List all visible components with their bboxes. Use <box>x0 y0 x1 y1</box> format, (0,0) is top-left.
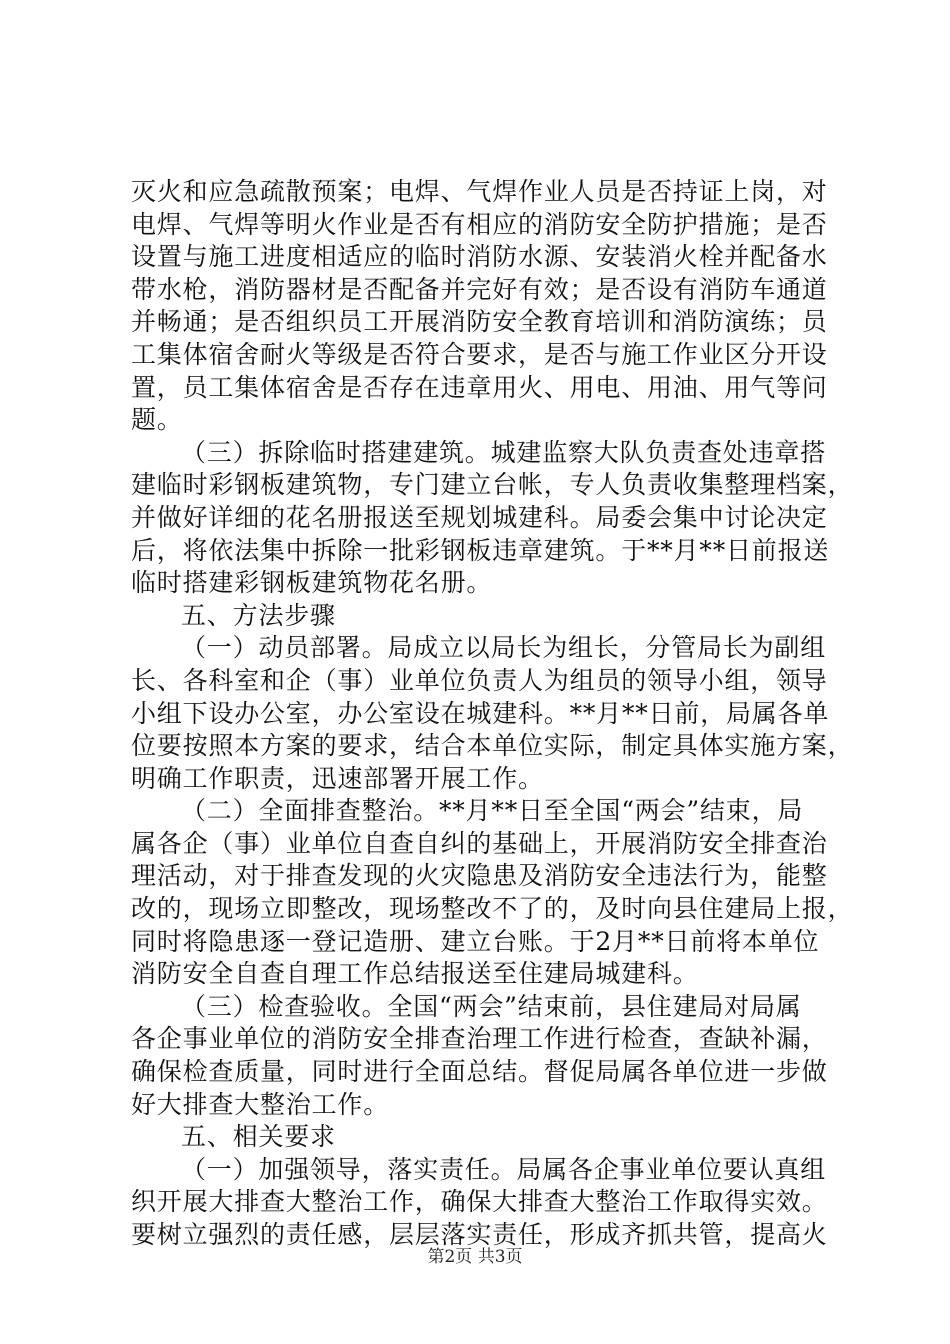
text-line: 长、各科室和企（事）业单位负责人为组员的领导小组，领导 <box>131 665 828 695</box>
text-line: （一）动员部署。局成立以局长为组长，分管局长为副组 <box>181 633 827 663</box>
text-line: 各企事业单位的消防安全排查治理工作进行检查，查缺补漏， <box>131 1024 828 1054</box>
text-line: 消防安全自查自理工作总结报送至住建局城建科。 <box>131 959 699 989</box>
text-line: 后，将依法集中拆除一批彩钢板违章建筑。于**月**日前报送 <box>131 535 830 565</box>
page-footer: 第2页 共3页 <box>427 1247 523 1267</box>
text-line: 理活动，对于排查发现的火灾隐患及消防安全违法行为，能整 <box>131 861 828 891</box>
text-line: 建临时彩钢板建筑物，专门建立台帐，专人负责收集整理档案， <box>131 470 854 500</box>
text-line: 小组下设办公室，办公室设在城建科。**月**日前，局属各单 <box>131 698 830 728</box>
text-line: 并畅通；是否组织员工开展消防安全教育培训和消防演练；员 <box>131 307 828 337</box>
text-line: （一）加强领导，落实责任。局属各企事业单位要认真组 <box>181 1154 827 1184</box>
text-line: 位要按照本方案的要求，结合本单位实际，制定具体实施方案， <box>131 731 854 761</box>
text-line: 好大排查大整治工作。 <box>131 1089 390 1119</box>
text-line: 置，员工集体宿舍是否存在违章用火、用电、用油、用气等问 <box>131 372 828 402</box>
text-line: 灭火和应急疏散预案；电焊、气焊作业人员是否持证上岗，对 <box>131 177 828 206</box>
text-line: 属各企（事）业单位自查自纠的基础上，开展消防安全排查治 <box>131 828 828 858</box>
text-line: 五、方法步骤 <box>181 600 336 630</box>
text-line: （三）拆除临时搭建建筑。城建监察大队负责查处违章搭 <box>181 437 827 467</box>
text-line: 并做好详细的花名册报送至规划城建科。局委会集中讨论决定 <box>131 502 828 532</box>
text-line: 要树立强烈的责任感，层层落实责任，形成齐抓共管，提高火 <box>131 1220 828 1249</box>
text-line: 确保检查质量，同时进行全面总结。督促局属各单位进一步做 <box>131 1057 828 1087</box>
text-line: 带水枪，消防器材是否配备并完好有效；是否设有消防车通道 <box>131 274 828 304</box>
text-line: 题。 <box>131 405 183 435</box>
text-line: 织开展大排查大整治工作，确保大排查大整治工作取得实效。 <box>131 1187 828 1217</box>
text-line: （三）检查验收。全国“两会”结束前，县住建局对局属 <box>181 991 802 1021</box>
text-line: 同时将隐患逐一登记造册、建立台账。于2月**日前将本单位 <box>131 926 820 956</box>
text-line: 临时搭建彩钢板建筑物花名册。 <box>131 568 493 598</box>
text-line: 明确工作职责，迅速部署开展工作。 <box>131 763 544 793</box>
text-line: 工集体宿舍耐火等级是否符合要求，是否与施工作业区分开设 <box>131 339 828 369</box>
text-line: 改的，现场立即整改，现场整改不了的，及时向县住建局上报， <box>131 894 854 924</box>
document-body <box>131 176 854 1252</box>
text-line: （二）全面排查整治。**月**日至全国“两会”结束，局 <box>181 796 804 826</box>
text-line: 五、相关要求 <box>181 1122 336 1152</box>
text-line: 电焊、气焊等明火作业是否有相应的消防安全防护措施；是否 <box>131 209 828 239</box>
text-line: 设置与施工进度相适应的临时消防水源、安装消火栓并配备水 <box>131 242 828 272</box>
